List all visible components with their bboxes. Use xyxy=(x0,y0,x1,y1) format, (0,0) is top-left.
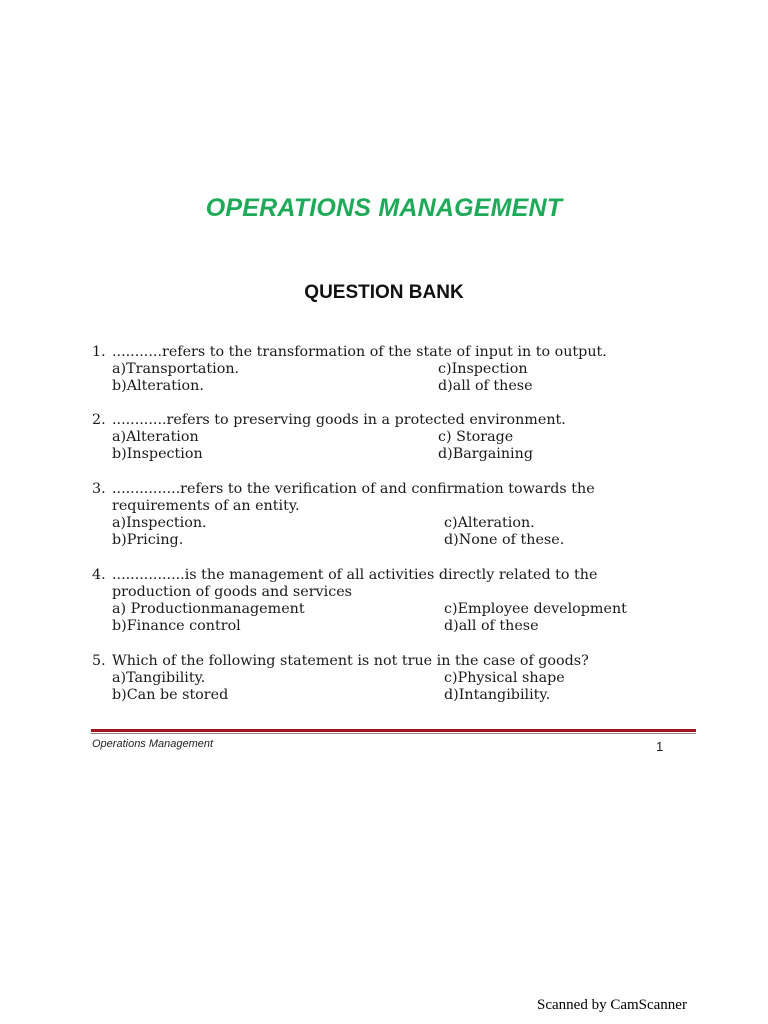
option-b: b)Pricing. xyxy=(112,532,184,548)
question-number: 4. xyxy=(92,567,106,583)
option-list xyxy=(92,670,652,704)
document-title: OPERATIONS MANAGEMENT xyxy=(205,194,563,222)
question-text: ............refers to preserving goods in a protected environment. xyxy=(112,412,566,428)
option-d: d)Intangibility. xyxy=(444,687,551,703)
option-d: d)all of these xyxy=(438,378,533,394)
question-text: Which of the following statement is not true in the case of goods? xyxy=(112,653,589,669)
option-c: c)Employee development xyxy=(444,601,627,617)
option-a: a)Inspection. xyxy=(112,515,207,531)
option-list xyxy=(92,429,652,463)
option-list xyxy=(92,515,652,549)
question-text: ...........refers to the transformation of the state of input in to output. xyxy=(112,344,607,360)
scanner-watermark: Scanned by CamScanner xyxy=(537,997,687,1013)
option-list xyxy=(92,361,652,395)
question-3 xyxy=(92,481,652,549)
option-b: b)Can be stored xyxy=(112,687,229,703)
footer-rule-shadow xyxy=(91,733,696,734)
option-d: d)None of these. xyxy=(444,532,565,548)
question-text: ...............refers to the verification of and confirmation towards the requirements of an entity. xyxy=(112,481,595,514)
question-1 xyxy=(92,344,652,395)
page-number: 1 xyxy=(656,739,664,754)
question-number: 5. xyxy=(92,653,106,669)
option-b: b)Finance control xyxy=(112,618,241,634)
option-a: a)Tangibility. xyxy=(112,670,206,686)
question-number: 2. xyxy=(92,412,106,428)
option-b: b)Inspection xyxy=(112,446,203,462)
option-d: d)all of these xyxy=(444,618,539,634)
option-a: a)Alteration xyxy=(112,429,199,445)
question-number: 1. xyxy=(92,344,106,360)
option-b: b)Alteration. xyxy=(112,378,204,394)
option-c: c)Alteration. xyxy=(444,515,535,531)
question-4 xyxy=(92,567,652,635)
option-list xyxy=(92,601,652,635)
option-c: c)Physical shape xyxy=(444,670,565,686)
footer-rule xyxy=(91,729,696,732)
footer-label: Operations Management xyxy=(92,738,214,750)
option-a: a) Productionmanagement xyxy=(112,601,305,617)
question-text: ................is the management of all activities directly related to the production of goods and services xyxy=(112,567,598,600)
question-number: 3. xyxy=(92,481,106,497)
option-c: c) Storage xyxy=(438,429,514,445)
option-d: d)Bargaining xyxy=(438,446,533,462)
option-c: c)Inspection xyxy=(438,361,528,377)
document-subtitle: QUESTION BANK xyxy=(304,282,464,303)
question-2 xyxy=(92,412,652,463)
question-5 xyxy=(92,653,652,704)
option-a: a)Transportation. xyxy=(112,361,240,377)
